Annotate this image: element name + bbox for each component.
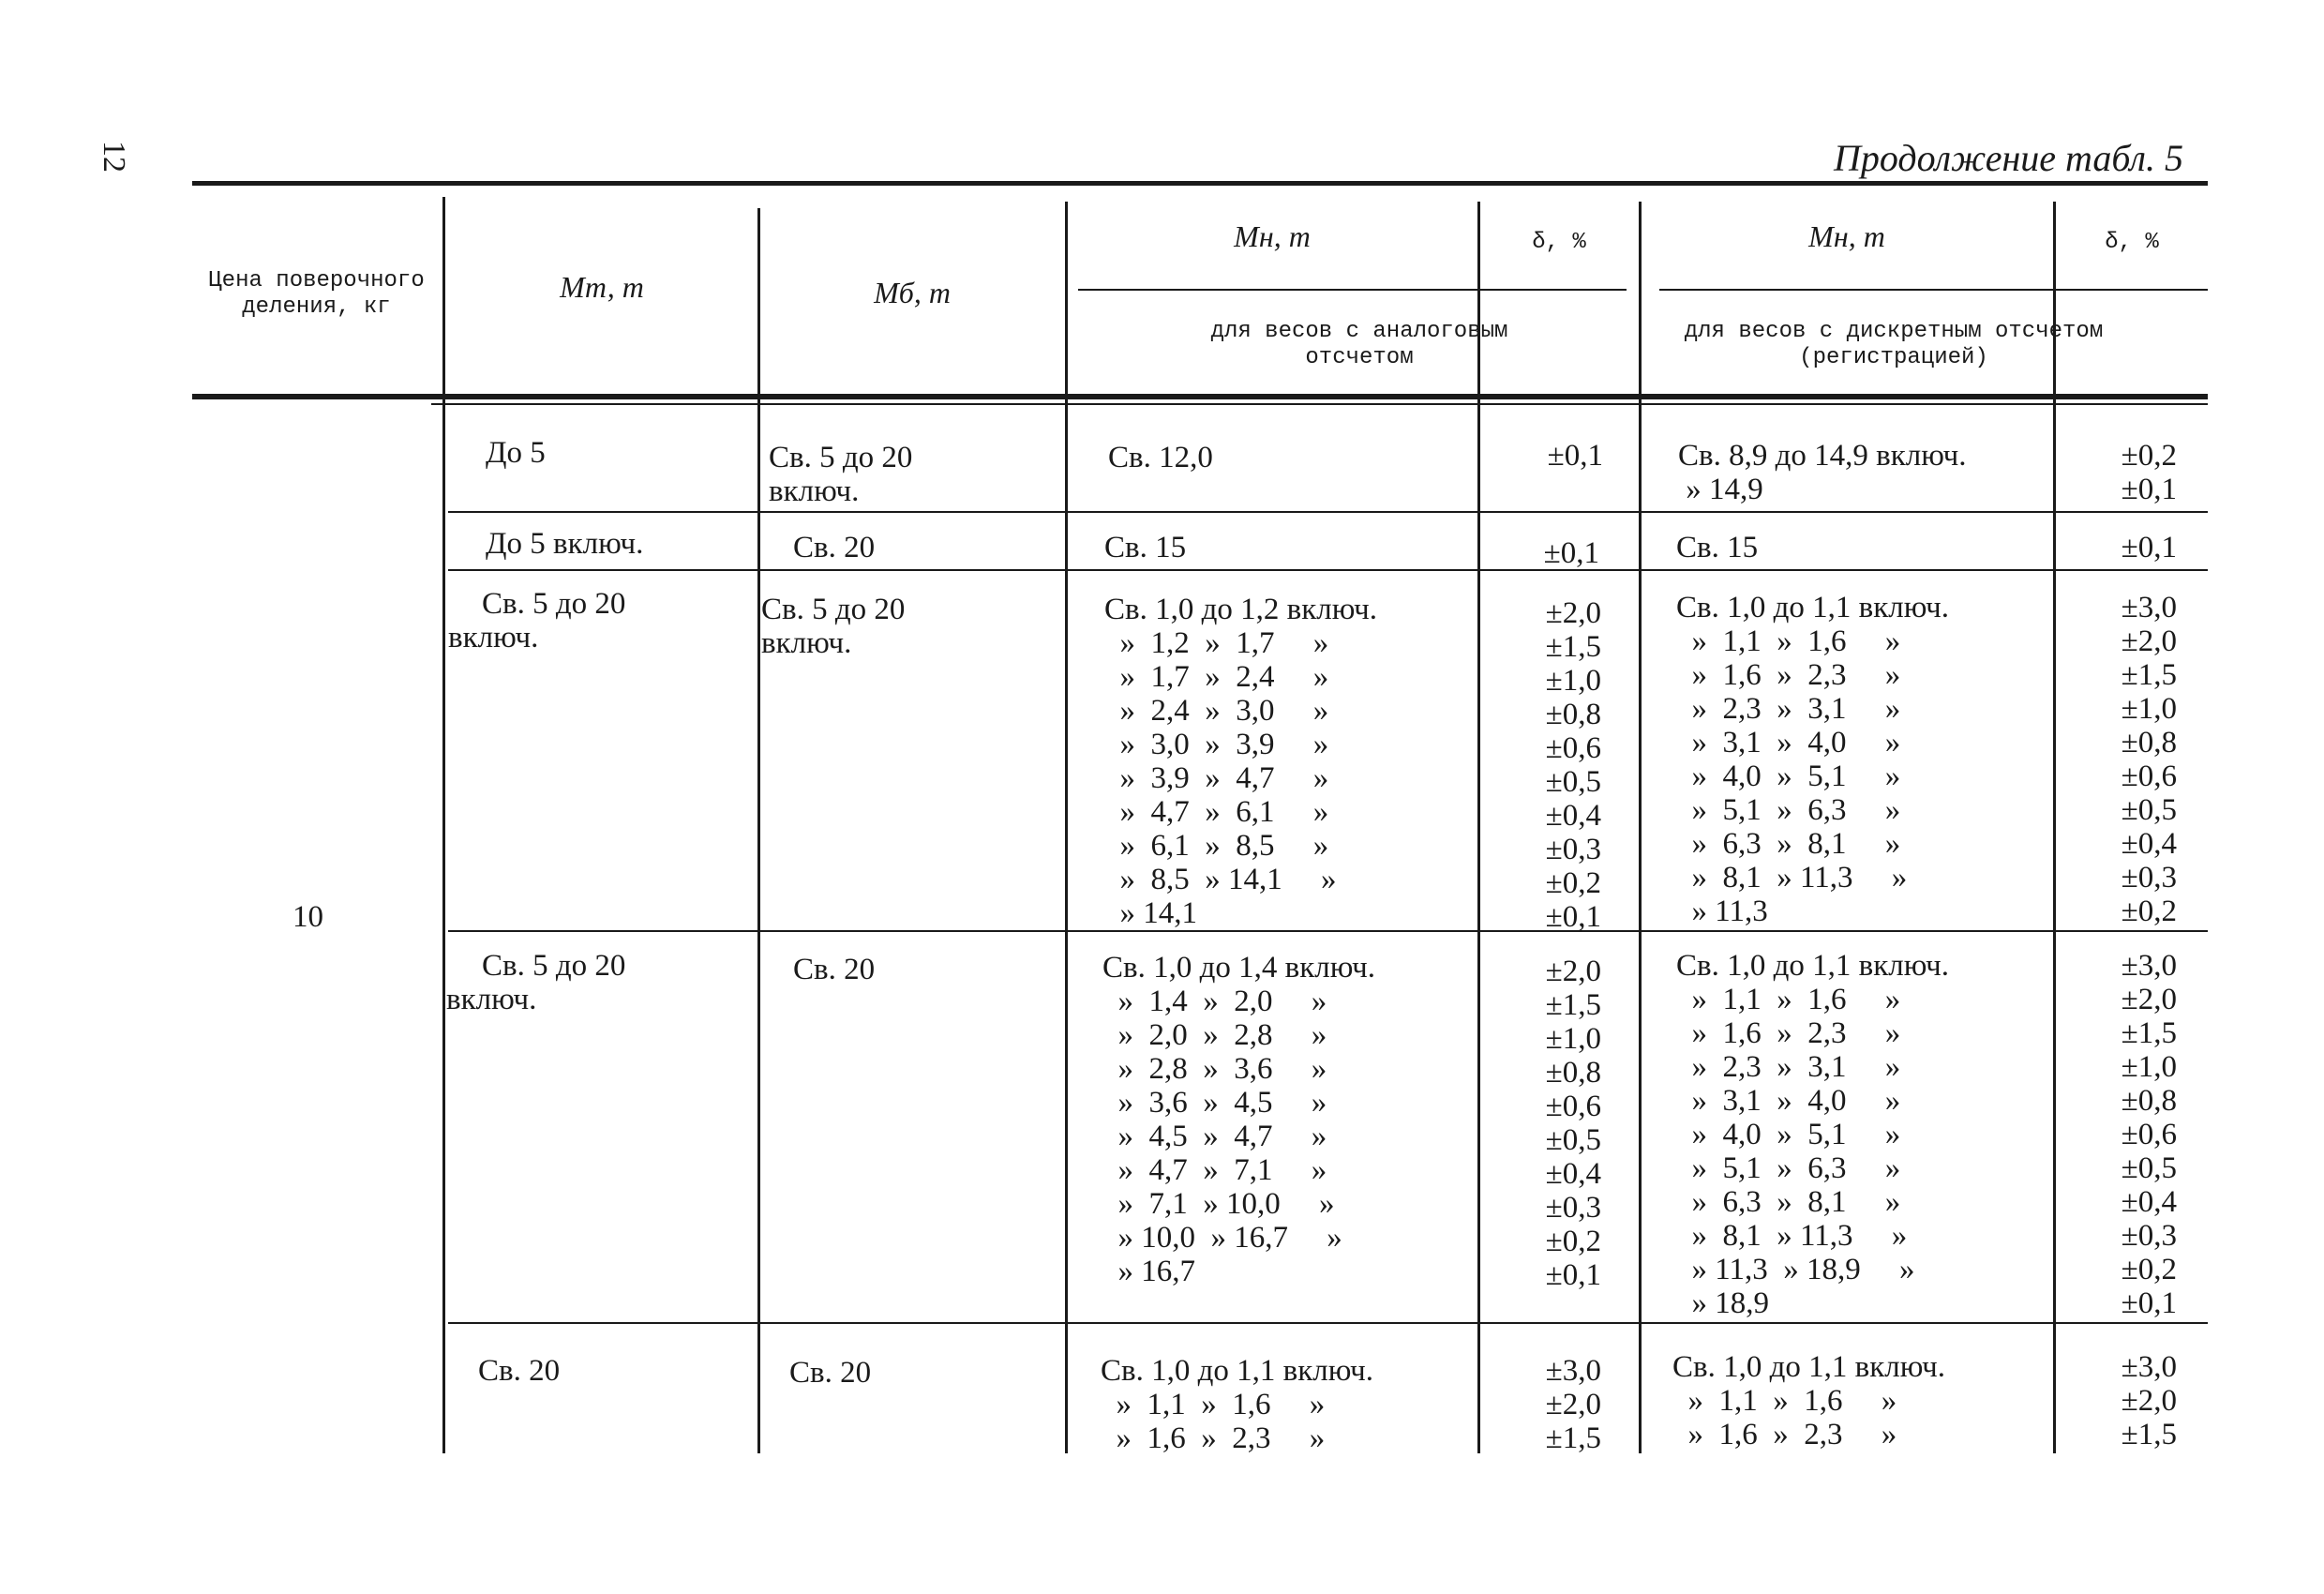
row1-analog-delta: ±0,1 xyxy=(1547,439,1603,473)
header-analog-delta: δ, % xyxy=(1532,230,1586,255)
header-mt: Mт, т xyxy=(560,270,644,304)
header-mb: Mб, т xyxy=(874,276,951,309)
row-sep-4 xyxy=(448,1322,2208,1324)
row5-discrete-delta: ±3,0 ±2,0 ±1,5 xyxy=(2121,1350,2177,1451)
row2-mt: До 5 включ. xyxy=(486,527,644,561)
row5-analog-delta: ±3,0 ±2,0 ±1,5 xyxy=(1545,1354,1601,1455)
row2-discrete-mn: Св. 15 xyxy=(1676,531,1759,564)
row1-discrete-delta: ±0,2 ±0,1 xyxy=(2121,439,2177,506)
row5-mb: Св. 20 xyxy=(789,1356,872,1390)
vrule-5 xyxy=(1639,202,1642,1453)
top-rule xyxy=(192,181,2208,186)
row-sep-3 xyxy=(448,930,2208,932)
header-discrete-delta: δ, % xyxy=(2105,230,2159,255)
row4-analog-mn: Св. 1,0 до 1,4 включ. » 1,4 » 2,0 » » 2,0 » 2,8 » » 2,8 » 3,6 » » 3,6 » 4,5 » » 4,5 » 4,7 » » 4,7 » 7,1 » » 7,1 » 10,0 » » 10,0 » 16,7 » » 16,7 xyxy=(1102,951,1375,1288)
row3-mt: Св. 5 до 20 включ. xyxy=(448,587,626,654)
row5-mt: Св. 20 xyxy=(478,1354,561,1388)
row3-discrete-mn: Св. 1,0 до 1,1 включ. » 1,1 » 1,6 » » 1,6 » 2,3 » » 2,3 » 3,1 » » 3,1 » 4,0 » » 4,0 » 5,1 » » 5,1 » 6,3 » » 6,3 » 8,1 » » 8,1 » 11,3 » » 11,3 xyxy=(1676,591,1949,928)
header-discrete-group: для весов с дискретным отсчетом (регистрацией) xyxy=(1684,319,2104,370)
vrule-2 xyxy=(757,208,760,1453)
header-rule-thin xyxy=(431,403,2208,405)
row4-mb: Св. 20 xyxy=(793,953,876,986)
discrete-subrule xyxy=(1659,289,2208,291)
header-analog-group: для весов с аналоговым отсчетом xyxy=(1210,319,1508,370)
row1-analog-mn: Св. 12,0 xyxy=(1108,441,1213,474)
row2-mb: Св. 20 xyxy=(793,531,876,564)
vrule-6 xyxy=(2053,202,2056,1453)
division-value: 10 xyxy=(292,900,323,934)
row1-mt: До 5 xyxy=(486,436,546,470)
vrule-1 xyxy=(442,197,445,1453)
row5-discrete-mn: Св. 1,0 до 1,1 включ. » 1,1 » 1,6 » » 1,6 » 2,3 » xyxy=(1672,1350,1945,1451)
row4-discrete-delta: ±3,0 ±2,0 ±1,5 ±1,0 ±0,8 ±0,6 ±0,5 ±0,4 ±0,3 ±0,2 ±0,1 xyxy=(2121,949,2177,1320)
table-caption: Продолжение табл. 5 xyxy=(1833,137,2183,179)
vrule-3 xyxy=(1065,202,1068,1453)
analog-subrule xyxy=(1078,289,1627,291)
row2-analog-mn: Св. 15 xyxy=(1104,531,1187,564)
row1-discrete-mn: Св. 8,9 до 14,9 включ. » 14,9 xyxy=(1678,439,1967,506)
row1-mb: Св. 5 до 20 включ. xyxy=(769,441,913,508)
header-analog-mn: Mн, т xyxy=(1234,219,1311,253)
row2-analog-delta: ±0,1 xyxy=(1543,536,1599,570)
page-number: 12 xyxy=(97,141,131,173)
header-rule xyxy=(192,394,2208,399)
header-discrete-mn: Mн, т xyxy=(1808,219,1885,253)
row3-analog-mn: Св. 1,0 до 1,2 включ. » 1,2 » 1,7 » » 1,7 » 2,4 » » 2,4 » 3,0 » » 3,0 » 3,9 » » 3,9 » 4,7 » » 4,7 » 6,1 » » 6,1 » 8,5 » » 8,5 » 14,1 » » 14,1 xyxy=(1104,593,1377,930)
header-division-value: Цена поверочного деления, кг xyxy=(208,268,425,320)
row5-analog-mn: Св. 1,0 до 1,1 включ. » 1,1 » 1,6 » » 1,6 » 2,3 » xyxy=(1101,1354,1373,1455)
row4-mt: Св. 5 до 20 включ. xyxy=(446,949,626,1016)
row4-analog-delta: ±2,0 ±1,5 ±1,0 ±0,8 ±0,6 ±0,5 ±0,4 ±0,3 ±0,2 ±0,1 xyxy=(1545,955,1601,1292)
vrule-4 xyxy=(1477,202,1480,1453)
row4-discrete-mn: Св. 1,0 до 1,1 включ. » 1,1 » 1,6 » » 1,6 » 2,3 » » 2,3 » 3,1 » » 3,1 » 4,0 » » 4,0 » 5,1 » » 5,1 » 6,3 » » 6,3 » 8,1 » » 8,1 » 11,3 » » 11,3 » 18,9 » » 18,9 xyxy=(1676,949,1949,1320)
row-sep-2 xyxy=(448,569,2208,571)
row-sep-1 xyxy=(448,511,2208,513)
row3-discrete-delta: ±3,0 ±2,0 ±1,5 ±1,0 ±0,8 ±0,6 ±0,5 ±0,4 ±0,3 ±0,2 xyxy=(2121,591,2177,928)
row2-discrete-delta: ±0,1 xyxy=(2121,531,2177,564)
row3-analog-delta: ±2,0 ±1,5 ±1,0 ±0,8 ±0,6 ±0,5 ±0,4 ±0,3 ±0,2 ±0,1 xyxy=(1545,596,1601,934)
row3-mb: Св. 5 до 20 включ. xyxy=(761,593,906,660)
